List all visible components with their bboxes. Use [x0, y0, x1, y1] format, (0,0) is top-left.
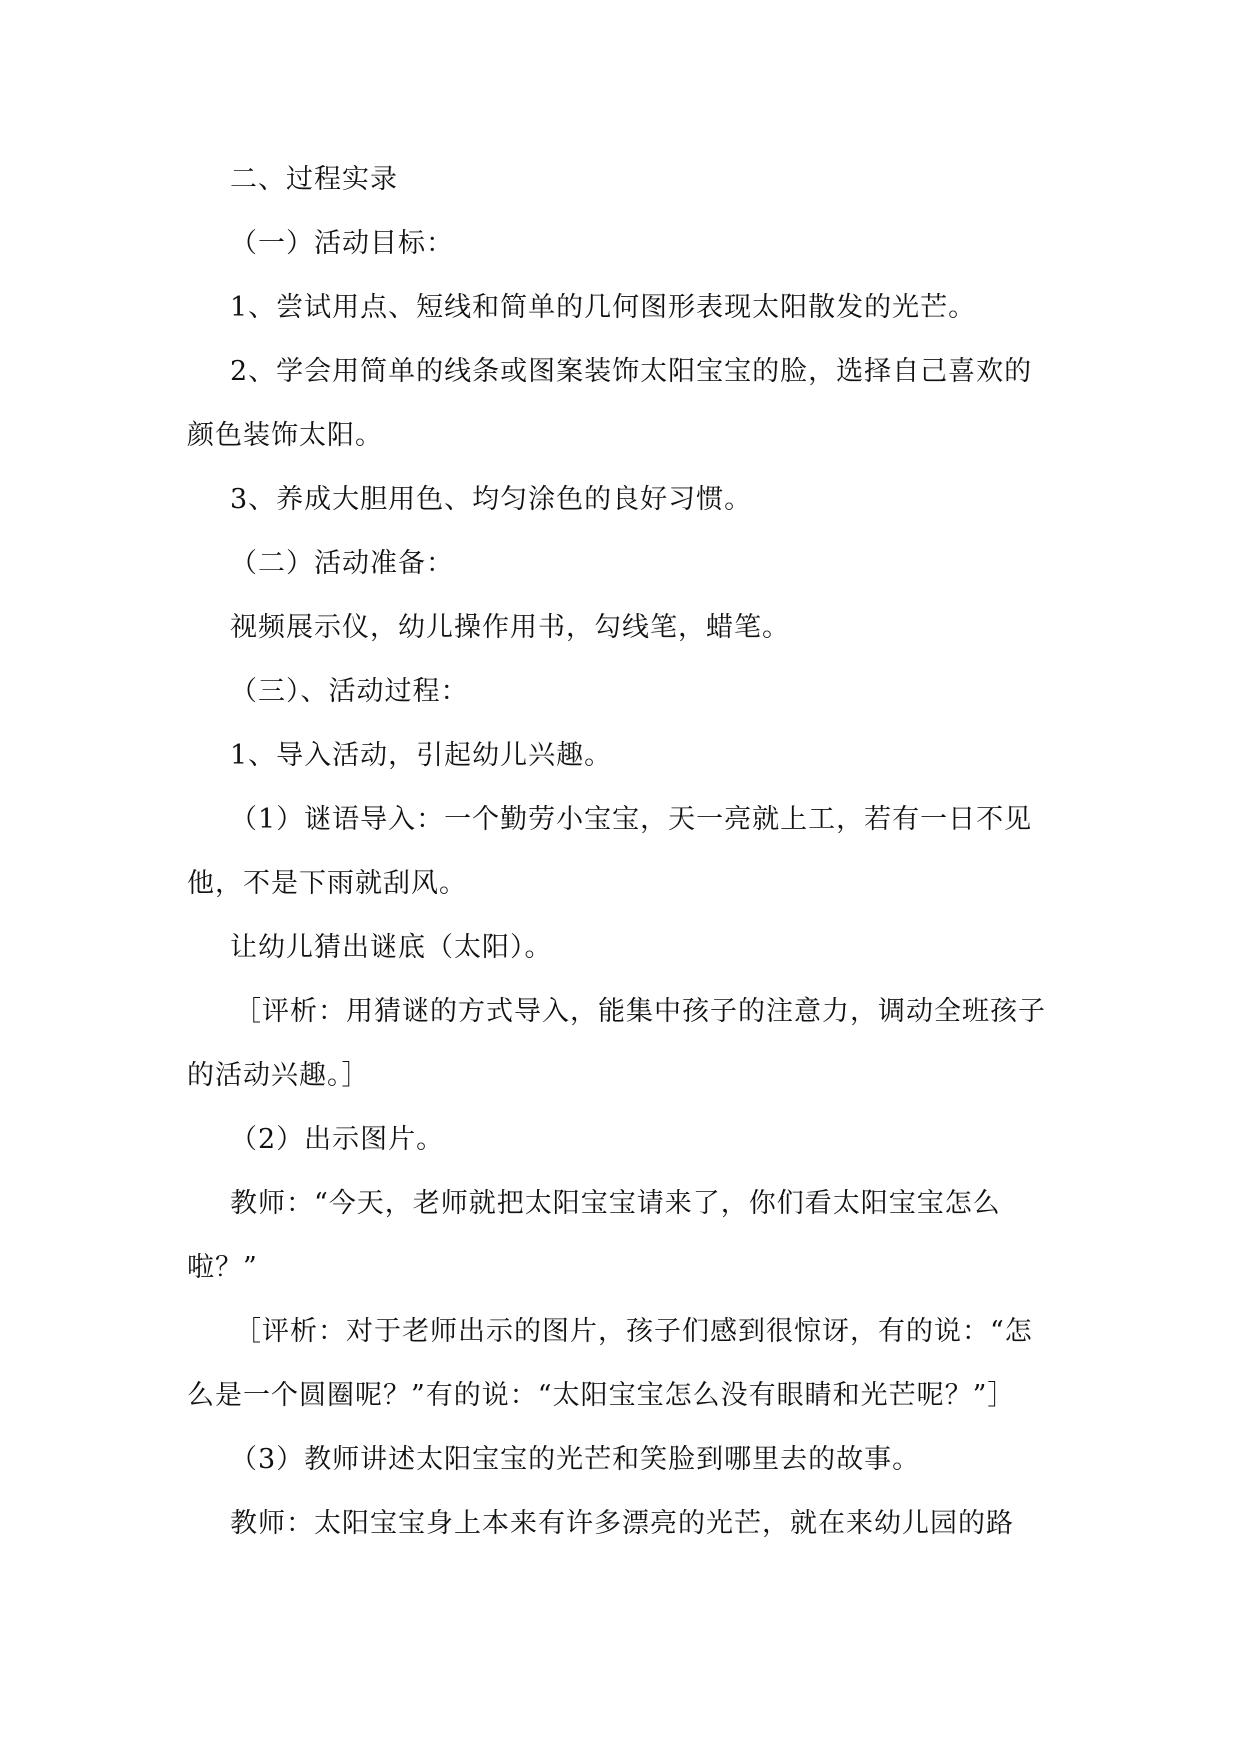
- goal-item-1: 1、尝试用点、短线和简单的几何图形表现太阳散发的光芒。: [230, 292, 977, 323]
- riddle-paragraph: （1）谜语导入：一个勤劳小宝宝，天一亮就上工，若有一日不见: [230, 804, 1033, 835]
- teacher-speech-1: 教师：“今天，老师就把太阳宝宝请来了，你们看太阳宝宝怎么: [230, 1188, 1001, 1219]
- comment-paragraph-2-continued: 么是一个圆圈呢？”有的说：“太阳宝宝怎么没有眼睛和光芒呢？”］: [187, 1380, 1016, 1411]
- comment-paragraph-1: ［评析：用猜谜的方式导入，能集中孩子的注意力，调动全班孩子: [234, 996, 1046, 1027]
- preparation-text: 视频展示仪，幼儿操作用书，勾线笔，蜡笔。: [230, 612, 790, 643]
- goal-item-2-continued: 颜色装饰太阳。: [187, 420, 383, 451]
- show-picture-step: （2）出示图片。: [230, 1124, 445, 1155]
- riddle-answer-text: 让幼儿猜出谜底（太阳）。: [230, 932, 553, 963]
- comment-paragraph-1-continued: 的活动兴趣。］: [187, 1060, 370, 1091]
- process-step-1: 1、导入活动，引起幼儿兴趣。: [230, 740, 613, 771]
- goal-item-3: 3、养成大胆用色、均匀涂色的良好习惯。: [230, 484, 753, 515]
- section-heading: 二、过程实录: [230, 164, 398, 195]
- subsection-heading-goals: （一）活动目标：: [230, 228, 454, 259]
- story-step: （3）教师讲述太阳宝宝的光芒和笑脸到哪里去的故事。: [230, 1444, 921, 1475]
- teacher-speech-1-continued: 啦？”: [187, 1252, 258, 1283]
- comment-paragraph-2: ［评析：对于老师出示的图片，孩子们感到很惊讶，有的说：“怎: [234, 1316, 1033, 1347]
- goal-item-2: 2、学会用简单的线条或图案装饰太阳宝宝的脸，选择自己喜欢的: [230, 356, 1033, 387]
- riddle-paragraph-continued: 他，不是下雨就刮风。: [187, 868, 467, 899]
- subsection-heading-preparation: （二）活动准备：: [230, 548, 454, 579]
- subsection-heading-process: （三）、活动过程：: [230, 676, 469, 707]
- teacher-speech-2: 教师：太阳宝宝身上本来有许多漂亮的光芒，就在来幼儿园的路: [230, 1508, 1014, 1539]
